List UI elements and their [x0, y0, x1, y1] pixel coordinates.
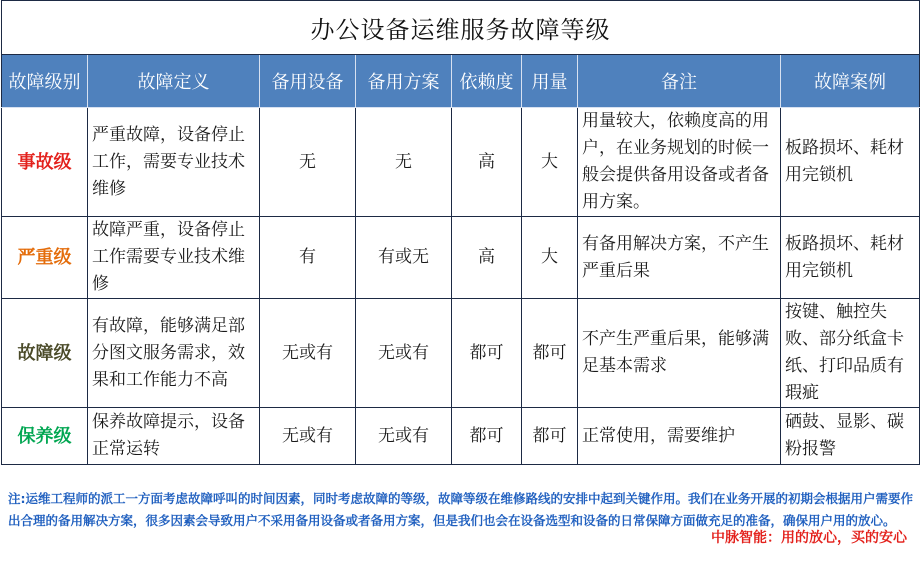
usage-cell: 都可 — [522, 408, 578, 465]
cases-cell: 硒鼓、显影、碳粉报警 — [781, 408, 920, 465]
remark-cell: 不产生严重后果，能够满足基本需求 — [578, 299, 781, 408]
remark-cell: 用量较大，依赖度高的用户，在业务规划的时候一般会提供备用设备或者备用方案。 — [578, 108, 781, 217]
level-cell: 保养级 — [2, 408, 88, 465]
level-cell: 事故级 — [2, 108, 88, 217]
fault-level-table — [1, 0, 920, 465]
level-cell: 故障级 — [2, 299, 88, 408]
cases-cell: 板路损坏、耗材用完锁机 — [781, 217, 920, 299]
table-row — [2, 217, 920, 299]
definition-cell: 有故障，能够满足部分图文服务需求，效果和工作能力不高 — [88, 299, 260, 408]
backup-device-cell: 有 — [260, 217, 356, 299]
usage-cell: 都可 — [522, 299, 578, 408]
header-level: 故障级别 — [2, 55, 88, 108]
cases-cell: 按键、触控失败、部分纸盒卡纸、打印品质有瑕疵 — [781, 299, 920, 408]
backup-plan-cell: 无或有 — [356, 299, 452, 408]
backup-plan-cell: 无或有 — [356, 408, 452, 465]
header-row — [2, 55, 920, 108]
header-dependency: 依赖度 — [452, 55, 522, 108]
header-cases: 故障案例 — [781, 55, 920, 108]
header-backup-device: 备用设备 — [260, 55, 356, 108]
dependency-cell: 高 — [452, 108, 522, 217]
backup-device-cell: 无或有 — [260, 408, 356, 465]
slogan: 中脉智能：用的放心，买的安心 — [711, 530, 907, 546]
fault-level-sheet — [1, 0, 919, 465]
table-row — [2, 299, 920, 408]
header-usage: 用量 — [522, 55, 578, 108]
level-cell: 严重级 — [2, 217, 88, 299]
page-title: 办公设备运维服务故障等级 — [2, 1, 920, 55]
cases-cell: 板路损坏、耗材用完锁机 — [781, 108, 920, 217]
table-row — [2, 108, 920, 217]
backup-device-cell: 无或有 — [260, 299, 356, 408]
backup-device-cell: 无 — [260, 108, 356, 217]
backup-plan-cell: 无 — [356, 108, 452, 217]
usage-cell: 大 — [522, 217, 578, 299]
remark-cell: 正常使用，需要维护 — [578, 408, 781, 465]
header-backup-plan: 备用方案 — [356, 55, 452, 108]
definition-cell: 严重故障，设备停止工作，需要专业技术维修 — [88, 108, 260, 217]
table-row — [2, 408, 920, 465]
footnote: 注:运维工程师的派工一方面考虑故障呼叫的时间因素，同时考虑故障的等级，故障等级在维修路线的安排中起到关键作用。我们在业务开展的初期会根据用户需要作出合理的备用解决方案，很多因素会导致用户不采用备用设备或者备用方案，但是我们也会在设备选型和设备的日常保障方面做充足的准备，确保用户用的放心。 — [8, 491, 914, 528]
dependency-cell: 高 — [452, 217, 522, 299]
header-remark: 备注 — [578, 55, 781, 108]
remark-cell: 有备用解决方案，不产生严重后果 — [578, 217, 781, 299]
dependency-cell: 都可 — [452, 408, 522, 465]
header-definition: 故障定义 — [88, 55, 260, 108]
definition-cell: 保养故障提示，设备正常运转 — [88, 408, 260, 465]
dependency-cell: 都可 — [452, 299, 522, 408]
definition-cell: 故障严重，设备停止工作需要专业技术维修 — [88, 217, 260, 299]
usage-cell: 大 — [522, 108, 578, 217]
backup-plan-cell: 有或无 — [356, 217, 452, 299]
